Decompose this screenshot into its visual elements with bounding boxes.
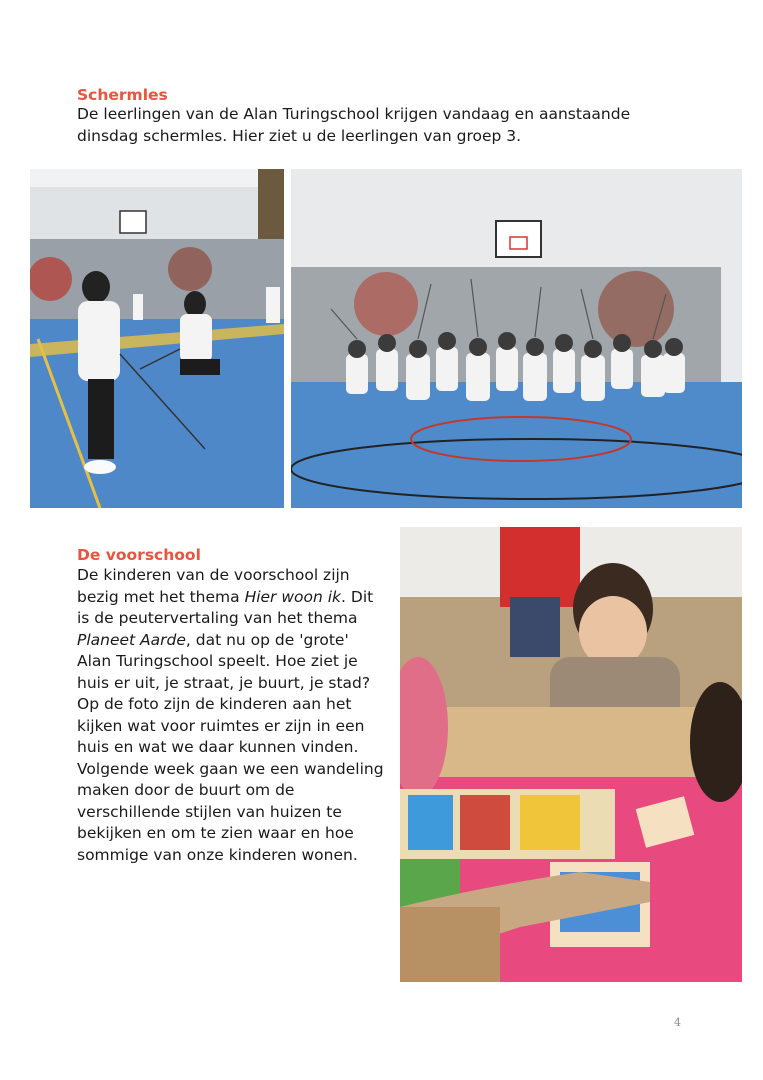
preschool-body-part2: . Dit is de peutervertaling van het thema [77, 587, 374, 627]
page-number: 4 [674, 1016, 681, 1029]
preschool-puzzle-photo [400, 527, 742, 982]
fencing-heading: Schermles [77, 86, 168, 104]
preschool-body [77, 565, 387, 866]
preschool-heading: De voorschool [77, 546, 201, 564]
theme-hier-woon-ik: Hier woon ik [244, 587, 342, 606]
preschool-body-part1: De kinderen van de voorschool zijn bezig met het thema [77, 566, 350, 606]
fencing-body-line2: dinsdag schermles. Hier ziet u de leerlingen van groep 3. [77, 126, 522, 145]
theme-planeet-aarde: Planeet Aarde [77, 630, 186, 649]
fencing-body-line1: De leerlingen van de Alan Turingschool krijgen vandaag en aanstaande [77, 105, 631, 123]
fencing-body [77, 104, 717, 147]
fencing-duel-photo [30, 169, 284, 508]
group-jump-photo [291, 169, 742, 508]
preschool-body-part3: , dat nu op de 'grote' Alan Turingschool speelt. Hoe ziet je huis er uit, je straat, je buurt, je stad? Op de foto zijn de kinderen aan het kijken wat voor ruimtes er zijn in een huis en wat we daar kunnen vinden. Volgende week gaan we een wandeling maken door de buurt om de verschillende stijlen van huizen te bekijken en om te zien waar en hoe sommige van onze kinderen wonen. [77, 630, 384, 864]
